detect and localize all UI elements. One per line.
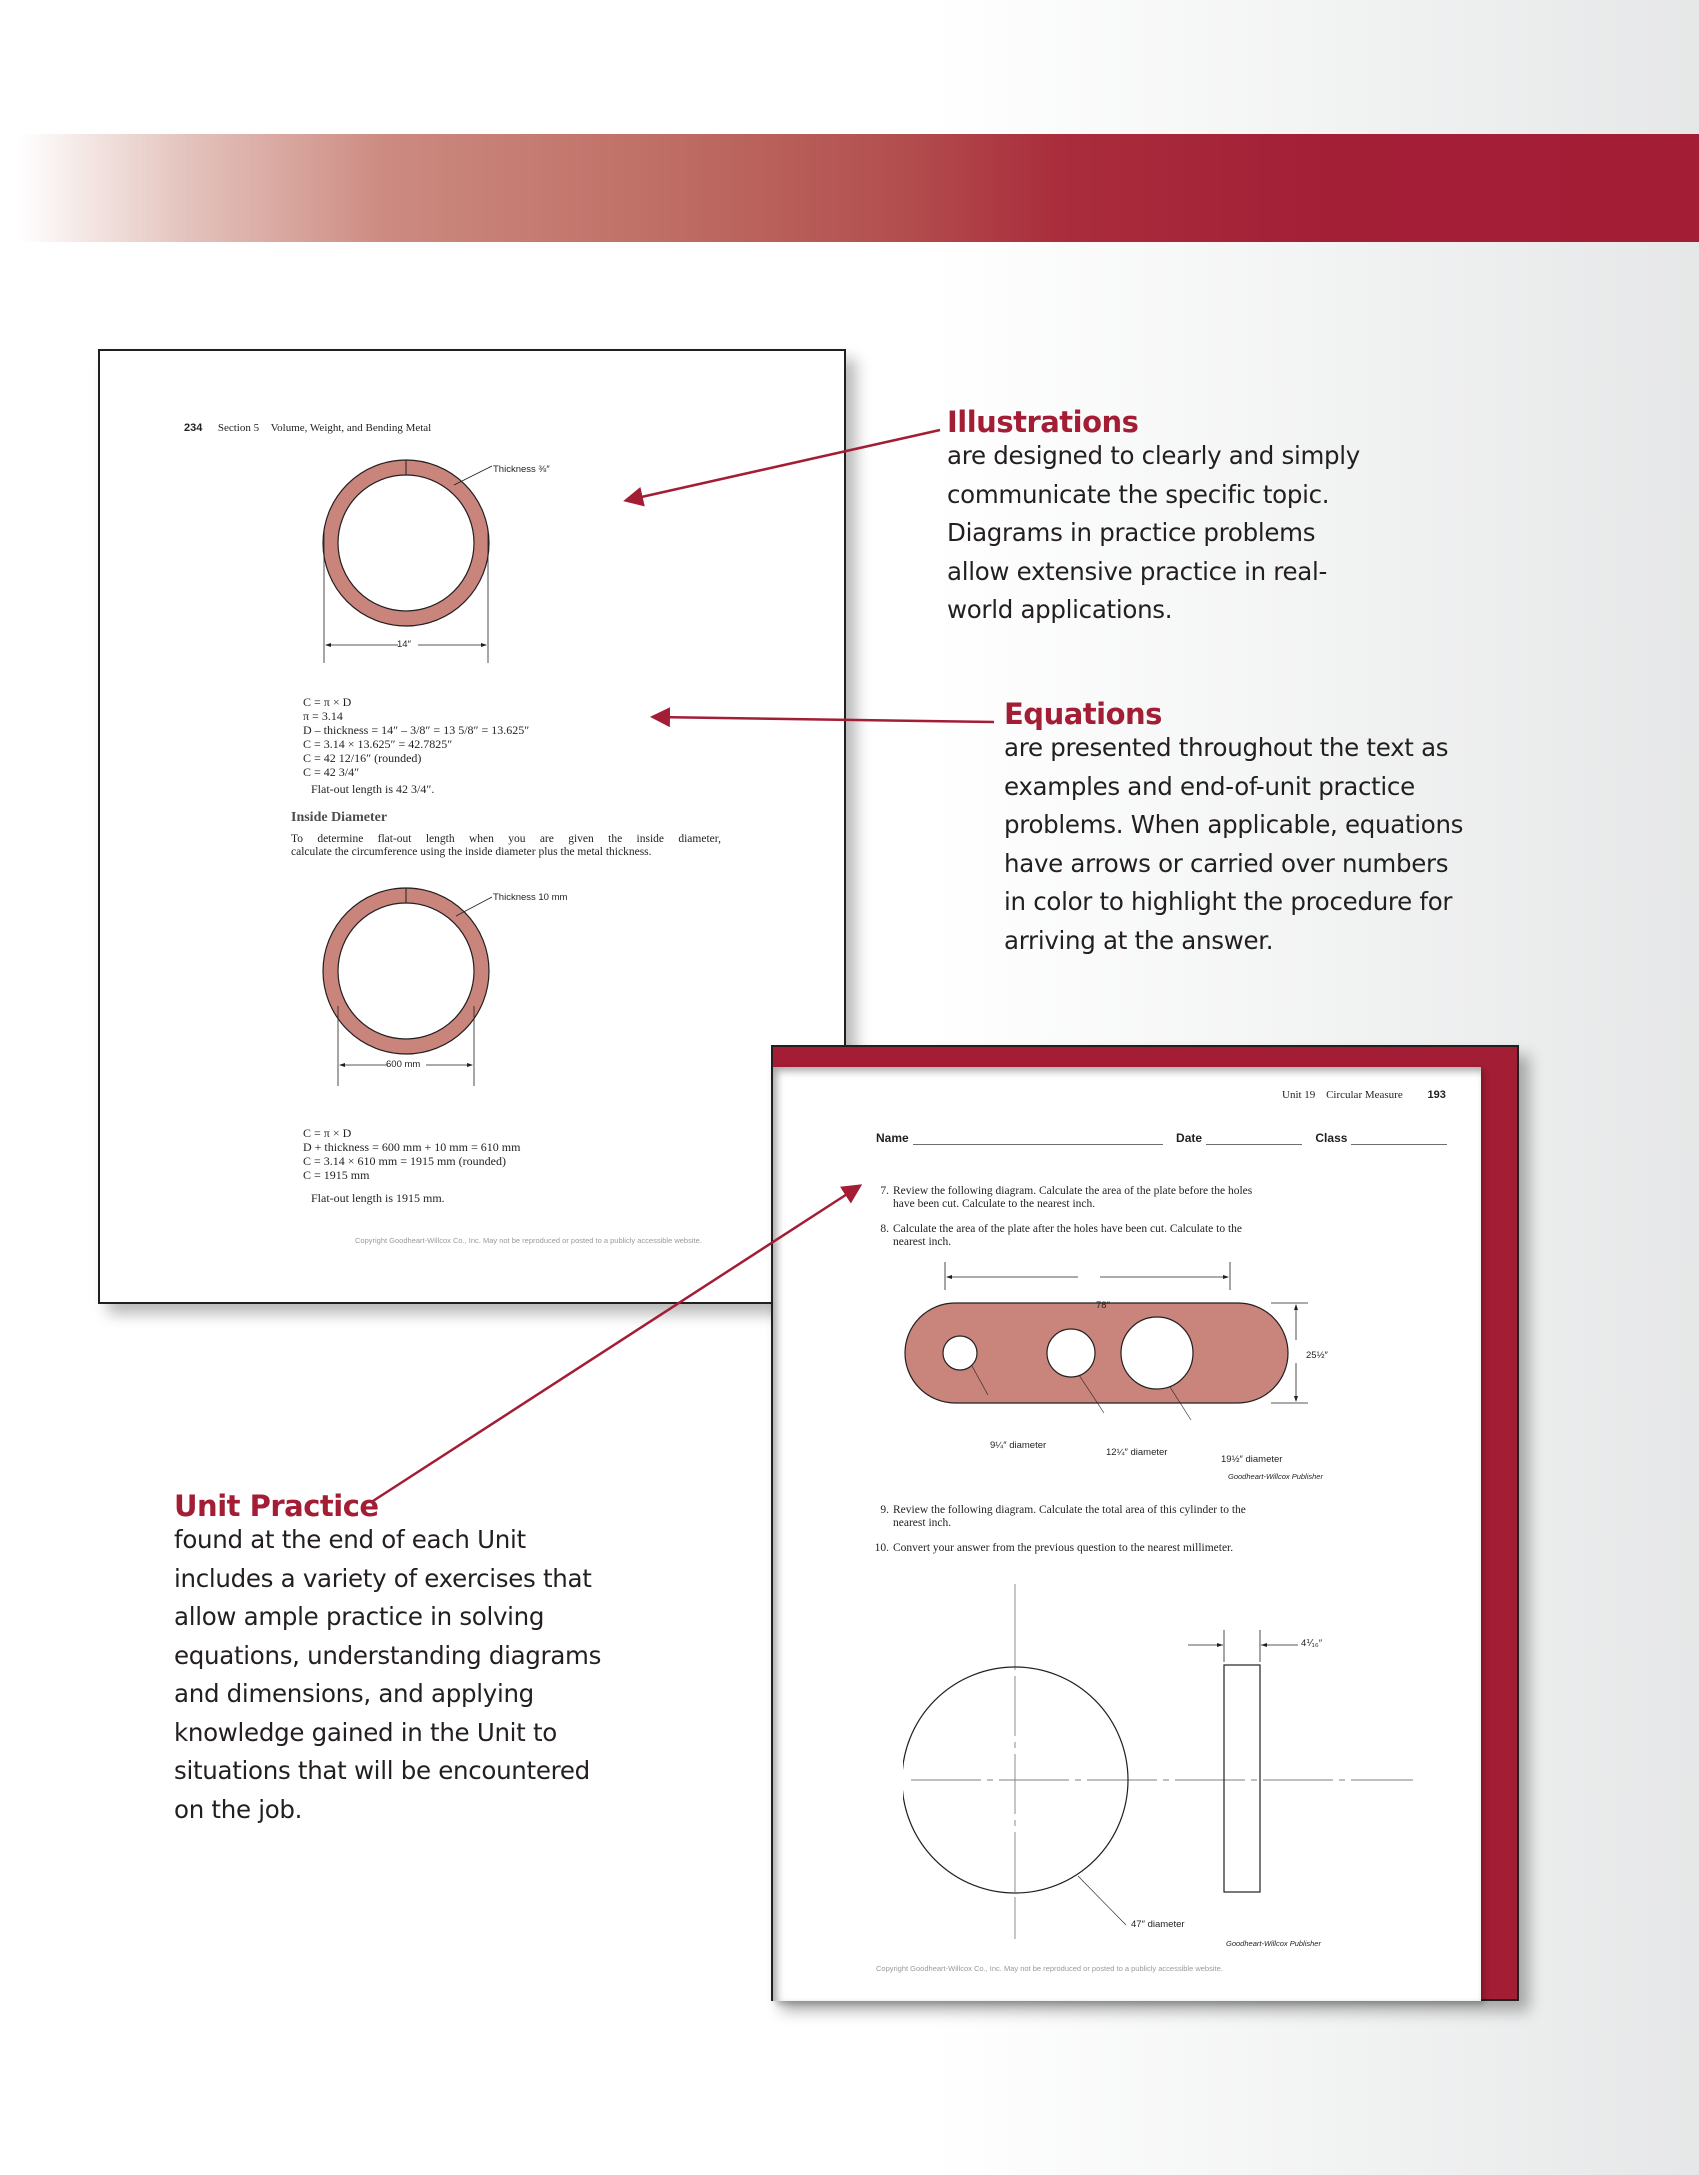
callout-line: situations that will be encountered	[174, 1756, 590, 1785]
callout-line: knowledge gained in the Unit to	[174, 1717, 557, 1747]
diagram-credit-2: Goodheart-Willcox Publisher	[1226, 1939, 1321, 1948]
callout-line: Diagrams in practice problems	[947, 518, 1316, 547]
dimension-label-600mm: 600 mm	[386, 1059, 421, 1070]
callout-line: includes a variety of exercises that	[174, 1563, 592, 1593]
callout-body	[174, 1521, 601, 1829]
dimension-label-14in: 14″	[397, 639, 411, 650]
equation-line: D + thickness = 600 mm + 10 mm = 610 mm	[303, 1140, 521, 1154]
section-title: Volume, Weight, and Bending Metal	[270, 422, 432, 434]
callout-unit-practice	[174, 1489, 601, 1829]
illustrations-arrow	[628, 430, 940, 500]
unit-title: Circular Measure	[1326, 1089, 1403, 1101]
equations-arrow	[655, 717, 994, 722]
hole-label-small: 9¼″ diameter	[990, 1440, 1047, 1451]
page-number: 193	[1427, 1089, 1446, 1101]
question-text: Review the following diagram. Calculate the area of the plate before the holes	[893, 1185, 1253, 1197]
equation-line: π = 3.14	[303, 709, 343, 723]
question-text: nearest inch.	[893, 1517, 952, 1529]
callout-line: on the job.	[174, 1794, 303, 1824]
equation-line: C = 1915 mm	[303, 1168, 370, 1182]
callout-line: have arrows or carried over numbers	[1004, 848, 1449, 878]
callout-illustrations	[947, 405, 1360, 630]
callout-line: are presented throughout the text as	[1004, 733, 1449, 762]
thickness-label-1: Thickness ⅜″	[493, 464, 550, 475]
equation-line: C = 42 12/16″ (rounded)	[303, 751, 422, 765]
subheading-inside-diameter: Inside Diameter	[291, 810, 388, 825]
section-label: Section 5	[217, 422, 260, 434]
callout-line: found at the end of each Unit	[174, 1525, 526, 1554]
question-number: 7.	[880, 1185, 889, 1197]
paragraph-line: calculate the circumference using the inside diameter plus the metal thickness.	[291, 846, 652, 858]
result-line-2: Flat-out length is 1915 mm.	[311, 1191, 445, 1205]
copyright-notice: Copyright Goodheart-Willcox Co., Inc. May not be reproduced or posted to a publicly accessible website.	[355, 1236, 702, 1245]
equation-line: C = π × D	[303, 1126, 352, 1140]
callout-title: Equations	[1004, 697, 1162, 731]
unit-label: Unit 19	[1282, 1089, 1316, 1101]
equation-line: C = 3.14 × 13.625″ = 42.7825″	[303, 737, 453, 751]
callout-line: arriving at the answer.	[1004, 925, 1274, 955]
equation-line: D – thickness = 14″ – 3/8″ = 13 5/8″ = 13.625″	[303, 723, 530, 737]
class-label: Class	[1315, 1131, 1348, 1145]
callout-equations	[1004, 697, 1463, 960]
hole-label-medium: 12¼″ diameter	[1106, 1447, 1168, 1458]
paragraph-line: To determine flat-out length when you are given the inside diameter,	[291, 833, 721, 845]
height-label: 25½″	[1306, 1350, 1328, 1361]
question-text: Convert your answer from the previous question to the nearest millimeter.	[893, 1542, 1234, 1554]
equation-line: C = π × D	[303, 695, 352, 709]
callout-line: allow ample practice in solving	[174, 1602, 545, 1631]
callout-line: in color to highlight the procedure for	[1004, 887, 1453, 916]
callout-line: and dimensions, and applying	[174, 1679, 534, 1708]
callout-line: examples and end-of-unit practice	[1004, 771, 1415, 801]
date-label: Date	[1176, 1131, 1203, 1145]
callout-line: allow extensive practice in real-	[947, 556, 1328, 586]
question-number: 10.	[874, 1542, 889, 1554]
question-text: Review the following diagram. Calculate the total area of this cylinder to the	[893, 1504, 1246, 1516]
diagram-credit-1: Goodheart-Willcox Publisher	[1228, 1472, 1323, 1481]
question-text: nearest inch.	[893, 1236, 952, 1248]
callout-body	[947, 437, 1360, 630]
copyright-notice: Copyright Goodheart-Willcox Co., Inc. May not be reproduced or posted to a publicly accessible website.	[876, 1964, 1223, 1973]
callout-title: Unit Practice	[174, 1489, 379, 1523]
hole-label-large: 19½″ diameter	[1221, 1454, 1283, 1465]
question-number: 9.	[880, 1504, 889, 1516]
question-text: Calculate the area of the plate after the holes have been cut. Calculate to the	[893, 1223, 1242, 1235]
equation-line: C = 3.14 × 610 mm = 1915 mm (rounded)	[303, 1154, 506, 1168]
question-number: 8.	[880, 1223, 889, 1235]
callout-title: Illustrations	[947, 405, 1139, 439]
question-text: have been cut. Calculate to the nearest inch.	[893, 1198, 1096, 1210]
callout-line: problems. When applicable, equations	[1004, 810, 1464, 839]
callout-body	[1004, 729, 1463, 960]
callout-line: world applications.	[947, 595, 1173, 624]
callout-line: are designed to clearly and simply	[947, 441, 1360, 470]
page-number: 234	[184, 422, 203, 434]
unit-practice-arrow	[373, 1187, 858, 1501]
name-label: Name	[876, 1131, 909, 1145]
result-line-1: Flat-out length is 42 3/4″.	[311, 782, 435, 796]
length-label-78in: 78″	[1096, 1300, 1110, 1311]
thickness-label: 4⅟₁₆″	[1301, 1638, 1323, 1649]
callout-line: communicate the specific topic.	[947, 479, 1330, 509]
callout-line: equations, understanding diagrams	[174, 1640, 602, 1670]
thickness-label-2: Thickness 10 mm	[493, 892, 568, 903]
equation-line: C = 42 3/4″	[303, 765, 360, 779]
diameter-label: 47″ diameter	[1131, 1919, 1185, 1930]
